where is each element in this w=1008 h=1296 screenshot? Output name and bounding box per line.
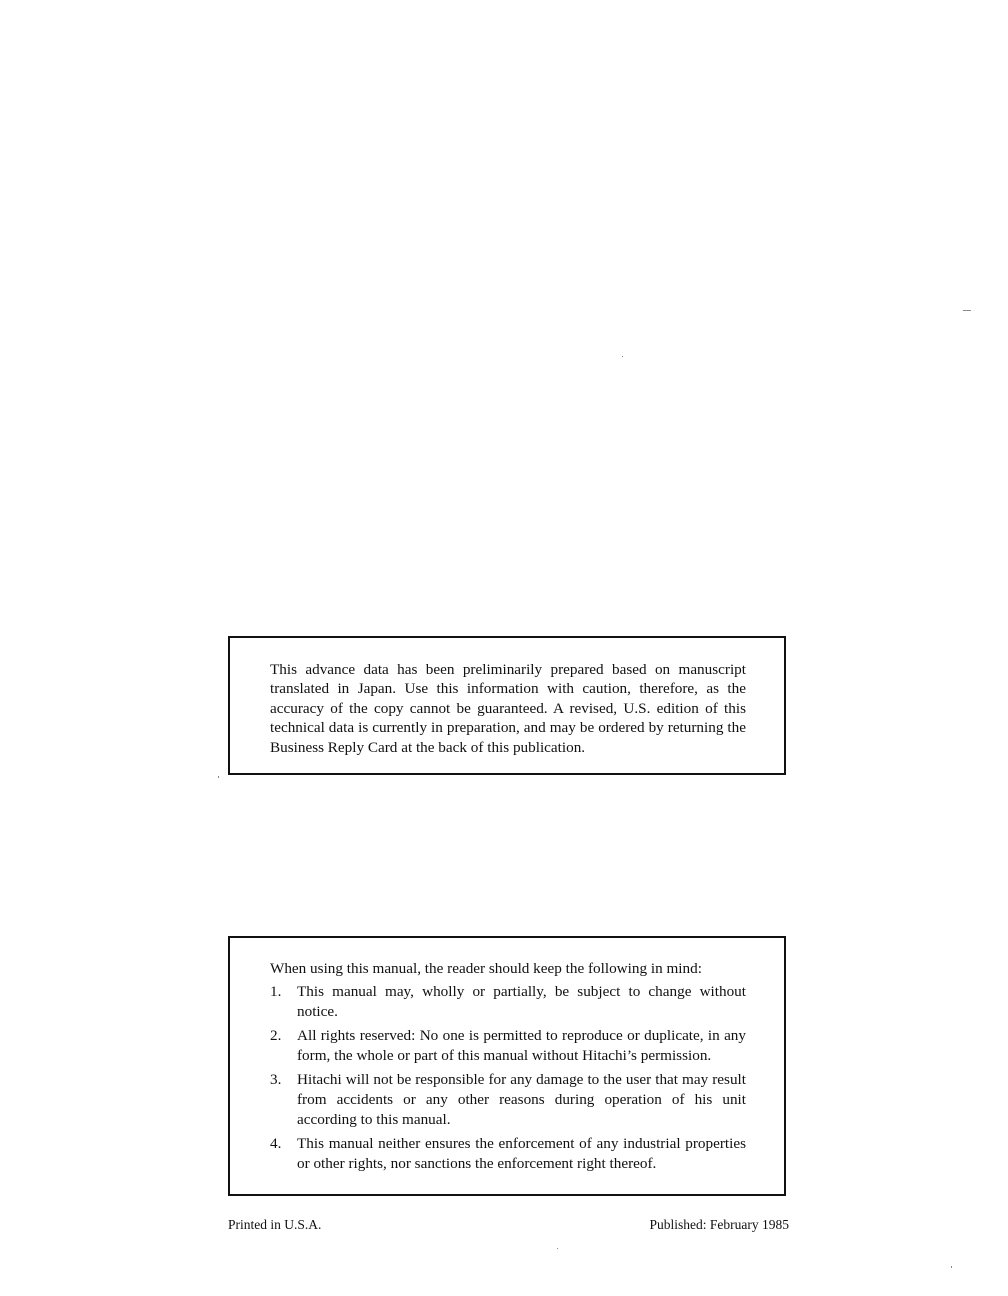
list-item-number: 1. <box>270 983 282 1001</box>
list-item <box>270 1070 746 1130</box>
list-item-text: Hitachi will not be responsible for any damage to the user that may result from accidents or any other reasons during operation of his unit according to this manual. <box>297 1071 746 1129</box>
advance-data-notice-box <box>228 636 786 775</box>
advance-data-notice-text: This advance data has been preliminarily prepared based on manuscript translated in Japan. Use this information with caution, therefore, as the accuracy of the copy cannot be guaranteed. A revised, U.S. edition of this technical data is currently in preparation, and may be ordered by returning the Business Reply Card at the back of this publication. <box>270 661 746 756</box>
scan-speck <box>557 1248 558 1249</box>
usage-notice-intro: When using this manual, the reader should keep the following in mind: <box>270 960 702 977</box>
list-item-number: 3. <box>270 1071 282 1089</box>
scan-speck <box>218 776 219 778</box>
printed-in-footer: Printed in U.S.A. <box>228 1217 322 1232</box>
list-item <box>270 982 746 1022</box>
list-item-number: 2. <box>270 1027 282 1045</box>
scan-speck <box>951 1266 952 1268</box>
list-item-text: This manual neither ensures the enforcement of any industrial properties or other rights, nor sanctions the enforcement right thereof. <box>297 1135 746 1173</box>
usage-notice-box <box>228 936 786 1196</box>
list-item-text: All rights reserved: No one is permitted to reproduce or duplicate, in any form, the whole or part of this manual without Hitachi’s permission. <box>297 1027 746 1065</box>
list-item-number: 4. <box>270 1135 282 1153</box>
list-item <box>270 1026 746 1066</box>
published-date-footer: Published: February 1985 <box>649 1217 789 1232</box>
scan-speck <box>963 310 971 311</box>
usage-notice-list <box>270 982 746 1174</box>
list-item <box>270 1134 746 1174</box>
list-item-text: This manual may, wholly or partially, be subject to change without notice. <box>297 983 746 1021</box>
scan-speck <box>622 356 623 357</box>
